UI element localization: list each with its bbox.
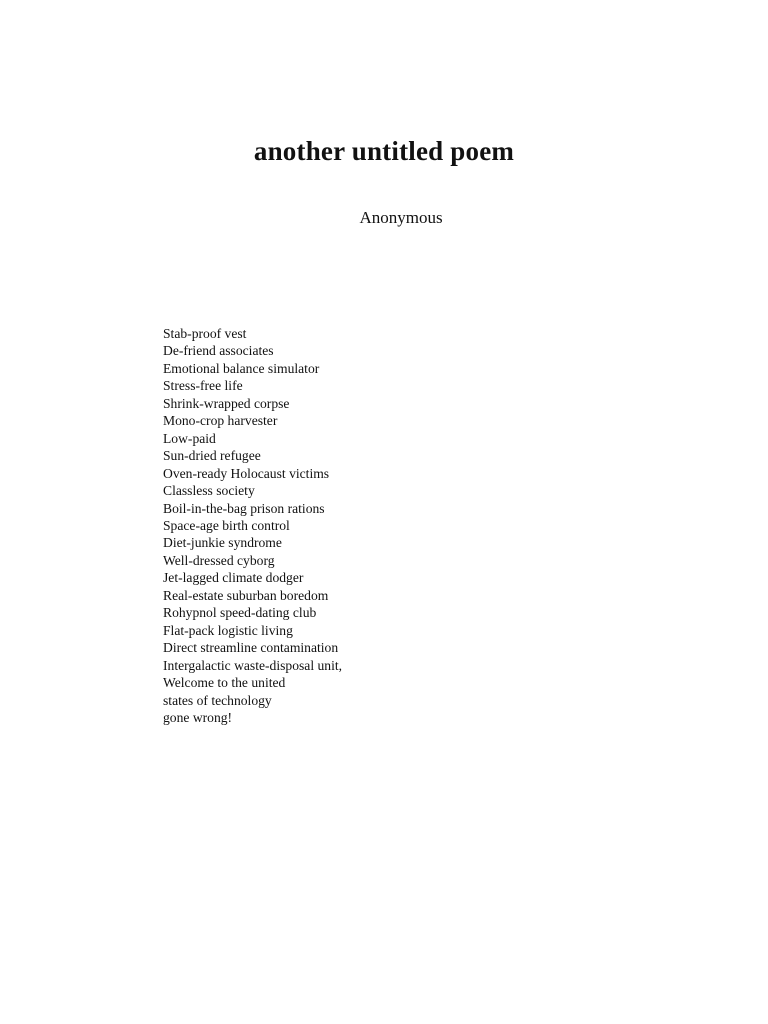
- poem-line: gone wrong!: [163, 709, 233, 725]
- poem-line: Welcome to the united: [163, 675, 286, 691]
- poem-line: De-friend associates: [163, 343, 274, 359]
- poem-line: Jet-lagged climate dodger: [163, 570, 304, 586]
- poem-title: another untitled poem: [253, 136, 515, 166]
- poem-line: Real-estate suburban boredom: [163, 587, 329, 603]
- poem-line: Stab-proof vest: [163, 326, 247, 341]
- poem-line: Classless society: [163, 483, 255, 499]
- poem-line: Flat-pack logistic living: [163, 622, 293, 638]
- poem-body: [163, 325, 643, 726]
- poem-line: Low-paid: [163, 430, 216, 446]
- poem-line: Intergalactic waste-disposal unit,: [163, 657, 343, 673]
- poem-line: Shrink-wrapped corpse: [163, 395, 290, 411]
- poem-author: Anonymous: [359, 208, 443, 227]
- poem-line: Stress-free life: [163, 378, 243, 394]
- poem-line: Space-age birth control: [163, 517, 290, 533]
- poem-line: Boil-in-the-bag prison rations: [163, 500, 325, 516]
- poem-line: Sun-dried refugee: [163, 448, 261, 464]
- poem-line: Direct streamline contamination: [163, 640, 339, 656]
- poem-line: Oven-ready Holocaust victims: [163, 465, 330, 481]
- poem-line: states of technology: [163, 692, 272, 708]
- poem-line: Emotional balance simulator: [163, 360, 320, 376]
- poem-line: Diet-junkie syndrome: [163, 535, 282, 551]
- poem-line: Mono-crop harvester: [163, 413, 278, 429]
- poem-line: Well-dressed cyborg: [163, 552, 275, 568]
- poem-line: Rohypnol speed-dating club: [163, 605, 317, 621]
